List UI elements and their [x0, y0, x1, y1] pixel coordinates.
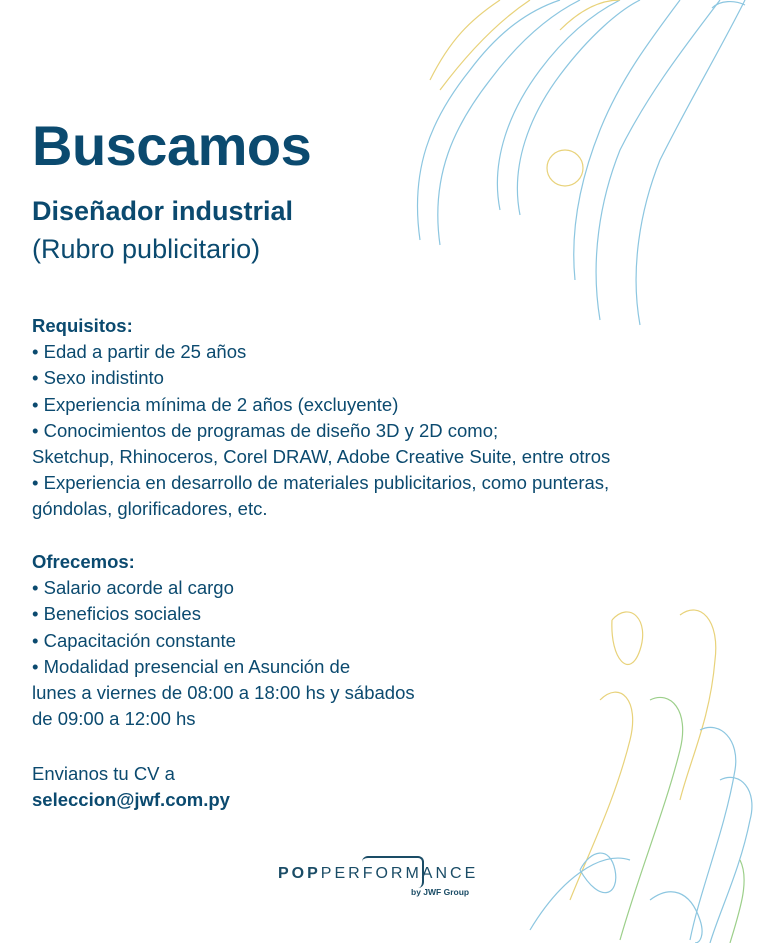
headline: Buscamos — [32, 114, 312, 177]
offer-section — [32, 549, 415, 732]
logo-wordmark-light: PERFORMANCE — [320, 865, 479, 882]
requirement-line: • Experiencia mínima de 2 años (excluyente) — [32, 393, 399, 415]
requirements-section — [32, 313, 610, 523]
requirement-line: • Edad a partir de 25 años — [32, 341, 247, 363]
requirement-line: • Sexo indistinto — [32, 367, 164, 389]
offer-line: de 09:00 a 12:00 hs — [32, 708, 196, 730]
pop-performance-logo — [278, 855, 488, 899]
requirement-line: • Conocimientos de programas de diseño 3D y 2D como; — [32, 419, 499, 441]
offer-line: • Salario acorde al cargo — [32, 577, 234, 599]
contact-text: Envianos tu CV a — [32, 763, 175, 784]
job-title: Diseñador industrial — [32, 196, 294, 226]
logo-wordmark-bold: POP — [278, 865, 321, 882]
requirements-heading: Requisitos: — [32, 315, 133, 336]
contact-email[interactable]: seleccion@jwf.com.py — [32, 789, 230, 811]
offer-line: • Capacitación constante — [32, 629, 236, 651]
requirement-line: góndolas, glorificadores, etc. — [32, 498, 268, 520]
logo-subtitle: by JWF Group — [411, 887, 470, 897]
logo-wordmark — [278, 865, 478, 883]
offer-line: • Modalidad presencial en Asunción de — [32, 655, 351, 677]
offer-heading: Ofrecemos: — [32, 551, 135, 572]
job-sector: (Rubro publicitario) — [32, 234, 261, 264]
contact-section — [32, 761, 230, 813]
requirement-line: • Experiencia en desarrollo de materiales publicitarios, como punteras, — [32, 472, 610, 494]
offer-line: lunes a viernes de 08:00 a 18:00 hs y sábados — [32, 682, 415, 704]
requirement-line: Sketchup, Rhinoceros, Corel DRAW, Adobe Creative Suite, entre otros — [32, 446, 611, 468]
offer-line: • Beneficios sociales — [32, 603, 201, 625]
